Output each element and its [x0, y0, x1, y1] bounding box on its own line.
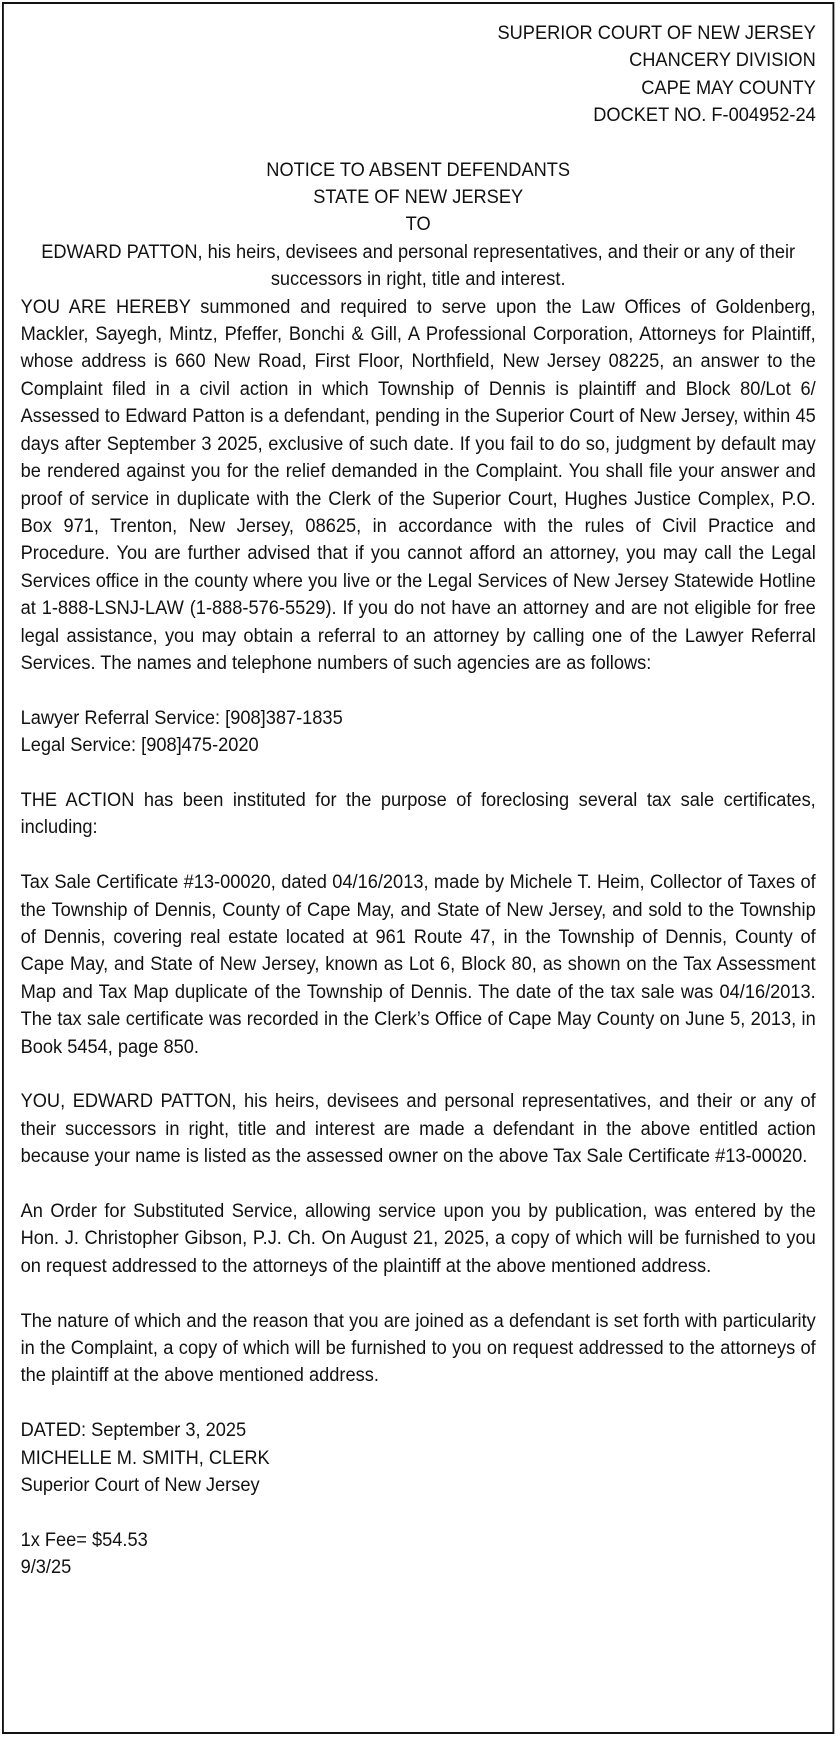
legal-notice — [2, 2, 834, 1734]
notice-to: TO — [405, 213, 431, 236]
action-paragraph: THE ACTION has been instituted for the purpose of foreclosing several tax sale certificates, including: — [20, 788, 816, 839]
publication-date: 9/3/25 — [20, 1556, 72, 1579]
court-name: SUPERIOR COURT OF NEW JERSEY — [497, 22, 816, 44]
lawyer-referral-line: Lawyer Referral Service: [908]387-1835 — [20, 706, 343, 729]
court-county: CAPE MAY COUNTY — [641, 76, 816, 99]
clerk-name: MICHELLE M. SMITH, CLERK — [20, 1446, 270, 1469]
certificate-paragraph: Tax Sale Certificate #13-00020, dated 04/16/2013, made by Michele T. Heim, Collector of Taxes of the Township of Dennis, County of Cape May, and State of New Jersey, and sold to the Township of Dennis, covering real estate located at 961 Route 47, in the Township of Dennis, County of Cape May, and State of New Jersey, known as Lot 6, Block 80, as shown on the Tax Assessment Map and Tax Map duplicate of the Township of Dennis. The date of the tax sale was 04/16/2013. The tax sale certificate was recorded in the Clerk’s Office of Cape May County on June 5, 2013, in Book 5454, page 850. — [20, 871, 816, 1058]
court-division: CHANCERY DIVISION — [629, 49, 816, 72]
notice-addressee: EDWARD PATTON, his heirs, devisees and personal representatives, and their or any of their successors in right, title and interest. — [41, 240, 796, 291]
referral-contacts — [21, 705, 816, 760]
defendant-paragraph: YOU, EDWARD PATTON, his heirs, devisees and personal representatives, and their or any of their successors in right, title and interest are made a defendant in the above entitled action because your name is listed as the assessed owner on the above Tax Sale Certificate #13-00020. — [20, 1090, 816, 1168]
fee-line: 1x Fee= $54.53 — [20, 1528, 148, 1551]
notice-heading: NOTICE TO ABSENT DEFENDANTS — [266, 158, 571, 181]
legal-service-line: Legal Service: [908]475-2020 — [20, 734, 259, 757]
court-caption — [21, 20, 816, 130]
summons-paragraph: YOU ARE HEREBY summoned and required to serve upon the Law Offices of Goldenberg, Mackler, Sayegh, Mintz, Pfeffer, Bonchi & Gill, A Professional Corporation, Attorneys for Plaintiff, whose address is 660 New Road, First Floor, Northfield, New Jersey 08225, an answer to the Complaint filed in a civil action in which Township of Dennis is plaintiff and Block 80/Lot 6/ Assessed to Edward Patton is a defendant, pending in the Superior Court of New Jersey, within 45 days after September 3 2025, exclusive of such date. If you fail to do so, judgment by default may be rendered against you for the relief demanded in the Complaint. You shall file your answer and proof of service in duplicate with the Clerk of the Superior Court, Hughes Justice Complex, P.O. Box 971, Trenton, New Jersey, 08625, in accordance with the rules of Civil Practice and Procedure. You are further advised that if you cannot afford an attorney, you may call the Legal Services office in the county where you live or the Legal Services of New Jersey Statewide Hotline at 1-888-LSNJ-LAW (1-888-576-5529). If you do not have an attorney and are not eligible for free legal assistance, you may obtain a referral to an attorney by calling one of the Lawyer Referral Services. The names and telephone numbers of such agencies are as follows: — [20, 295, 816, 674]
notice-title — [21, 157, 816, 239]
publication-footer — [21, 1527, 816, 1582]
order-paragraph: An Order for Substituted Service, allowing service upon you by publication, was entered by the Hon. J. Christopher Gibson, P.J. Ch. On August 21, 2025, a copy of which will be furnished to you on request addressed to the attorneys of the plaintiff at the above mentioned address. — [20, 1199, 816, 1277]
clerk-court: Superior Court of New Jersey — [20, 1474, 260, 1497]
dated-line: DATED: September 3, 2025 — [20, 1419, 247, 1442]
signature-block — [21, 1417, 816, 1499]
nature-paragraph: The nature of which and the reason that you are joined as a defendant is set forth with particularity in the Complaint, a copy of which will be furnished to you on request addressed to the attorneys of the plaintiff at the above mentioned address. — [20, 1309, 816, 1387]
docket-number: DOCKET NO. F-004952-24 — [593, 104, 816, 127]
notice-state: STATE OF NEW JERSEY — [313, 186, 524, 209]
